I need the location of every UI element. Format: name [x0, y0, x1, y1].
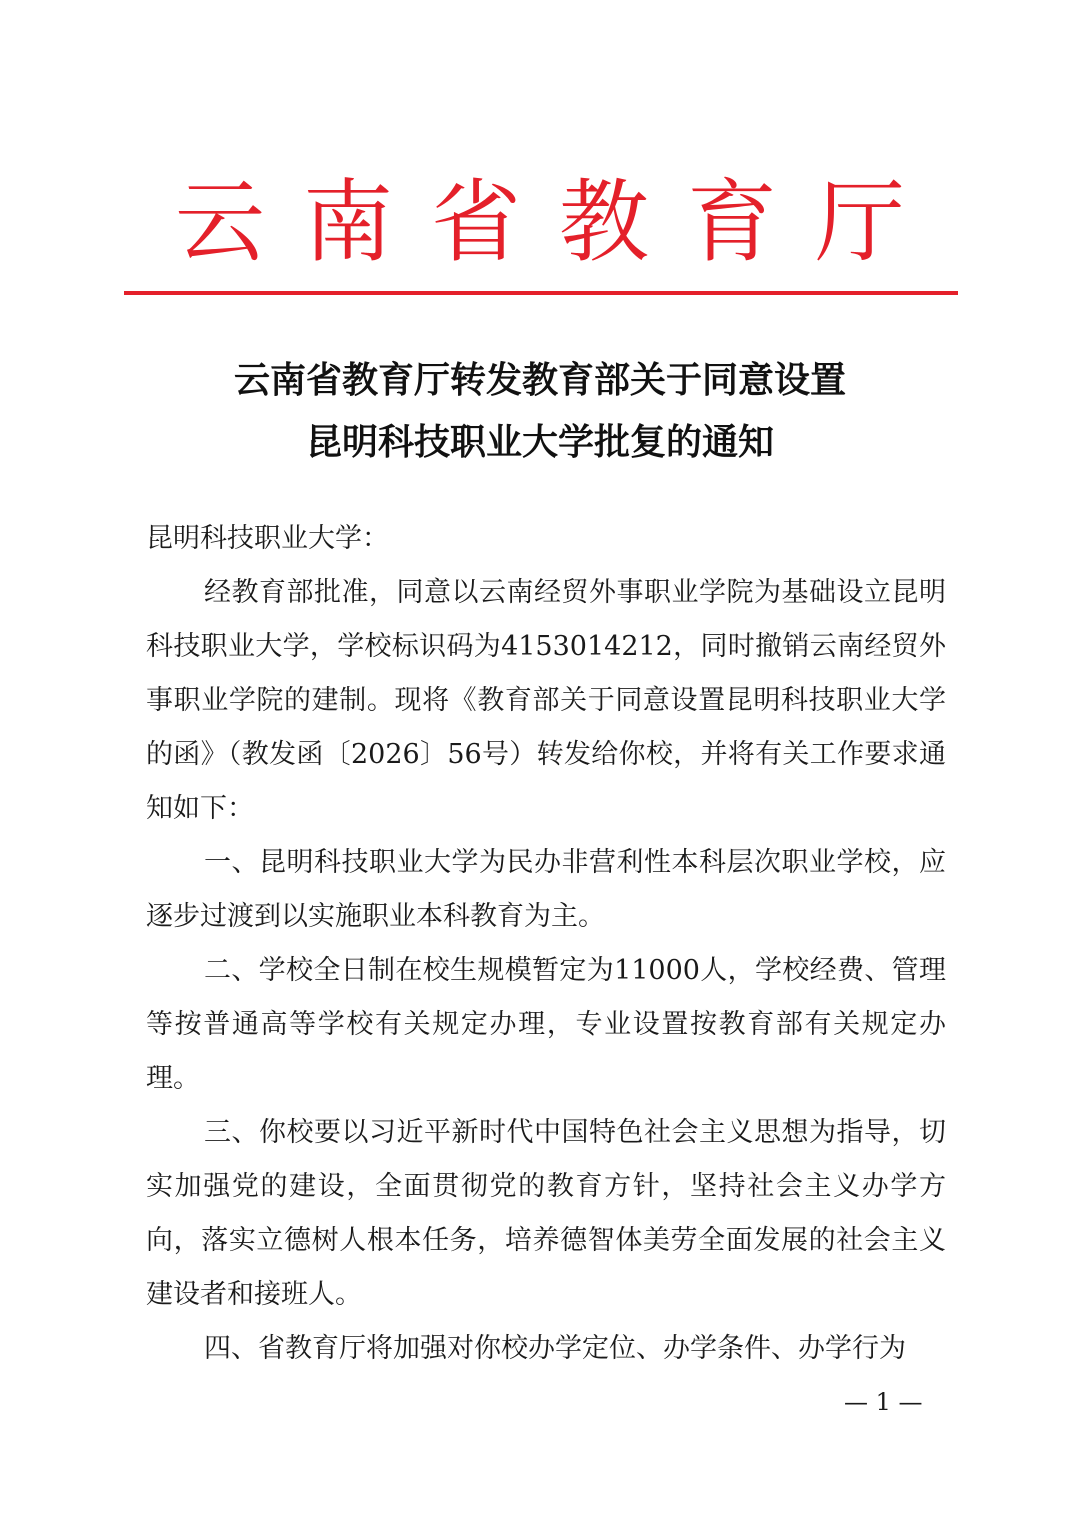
- body-paragraph-1: 一、昆明科技职业大学为民办非营利性本科层次职业学校，应逐步过渡到以实施职业本科教育为主。: [146, 847, 946, 932]
- document-title-line-1: 云南省教育厅转发教育部关于同意设置: [233, 359, 846, 401]
- body-paragraph-3: 三、你校要以习近平新时代中国特色社会主义思想为指导，切实加强党的建设，全面贯彻党的教育方针，坚持社会主义办学方向，落实立德树人根本任务，培养德智体美劳全面发展的社会主义建设者和接班人。: [146, 1117, 946, 1310]
- addressee: 昆明科技职业大学：: [146, 523, 389, 554]
- red-separator-rule: [124, 291, 958, 295]
- body-paragraph-4: 四、省教育厅将加强对你校办学定位、办学条件、办学行为: [204, 1333, 906, 1364]
- document-title-line-2: 昆明科技职业大学批复的通知: [305, 421, 774, 463]
- document-body: [146, 512, 946, 1376]
- page-number: — 1 —: [844, 1388, 923, 1416]
- body-paragraph-2: 二、学校全日制在校生规模暂定为11000人，学校经费、管理等按普通高等学校有关规定办理，专业设置按教育部有关规定办理。: [146, 955, 946, 1094]
- body-paragraph-intro: 经教育部批准，同意以云南经贸外事职业学院为基础设立昆明科技职业大学，学校标识码为4153014212，同时撤销云南经贸外事职业学院的建制。现将《教育部关于同意设置昆明科技职业大学的函》（教发函〔2026〕56号）转发给你校，并将有关工作要求通知如下：: [146, 577, 946, 824]
- issuing-authority-header: 云南省教育厅: [175, 170, 943, 275]
